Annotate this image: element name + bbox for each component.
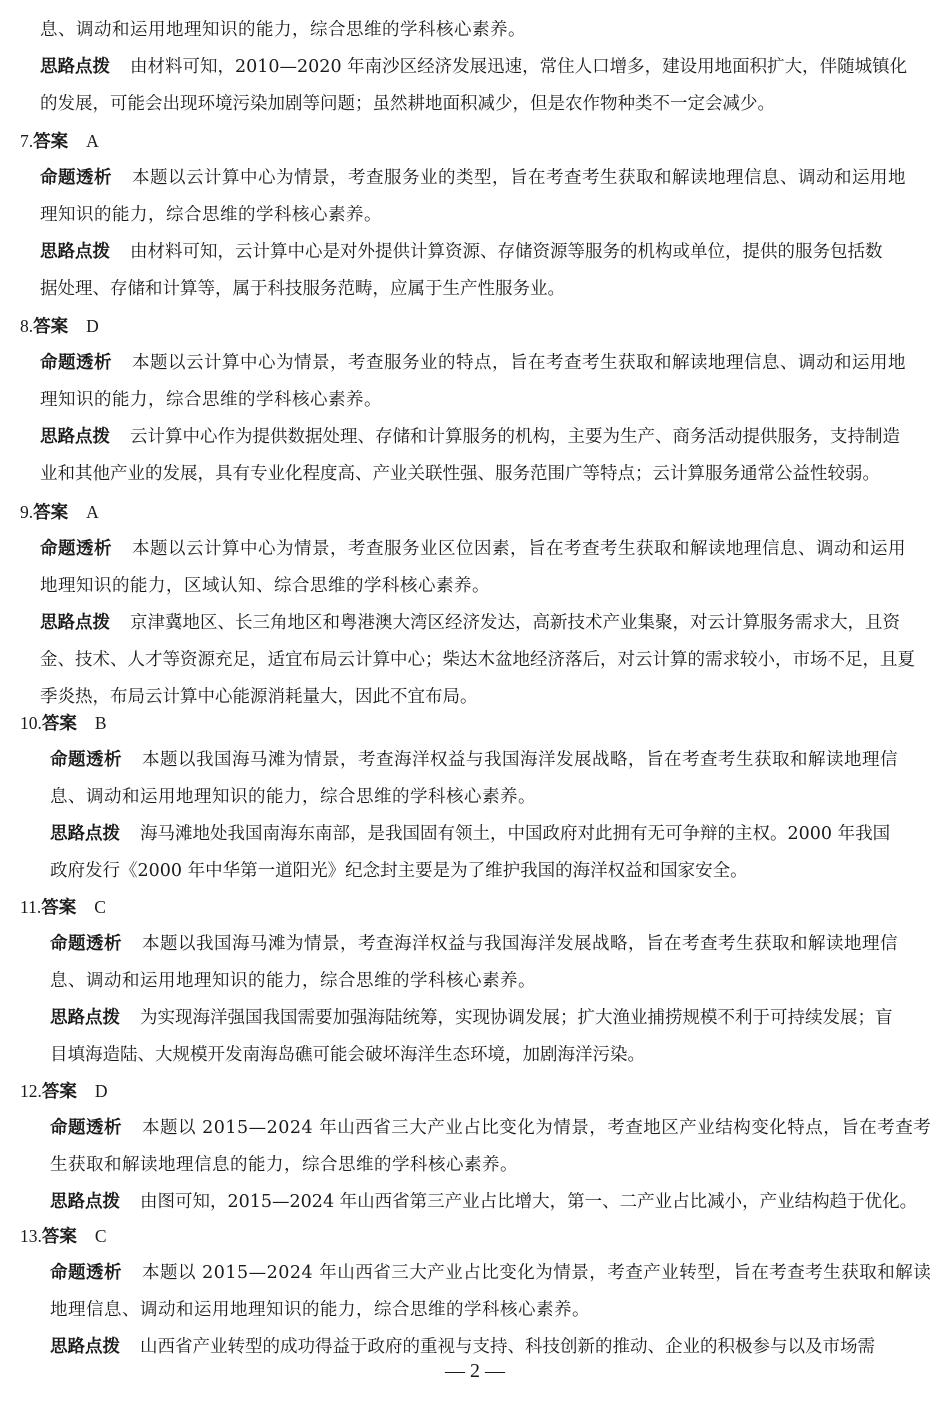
analysis-text: 本题以云计算中心为情景，考查服务业区位因素，旨在考查考生获取和解读地理信息、调动和运用 (132, 539, 906, 559)
question-12-analysis-cont (50, 1147, 518, 1184)
question-number: 7. (20, 131, 34, 151)
question-7-answer (20, 123, 99, 160)
answer-label: 答案 (41, 1082, 77, 1102)
analysis-text: 理知识的能力，综合思维的学科核心素养。 (40, 205, 382, 225)
answer-label: 答案 (41, 898, 77, 918)
question-8-hint (40, 419, 900, 456)
hint-text: 由材料可知，云计算中心是对外提供计算资源、存储资源等服务的机构或单位，提供的服务包括数 (130, 242, 883, 262)
question-12-answer (20, 1073, 108, 1110)
question-10-analysis-cont (50, 779, 536, 816)
hint-text: 政府发行《2000 年中华第一道阳光》纪念封主要是为了维护我国的海洋权益和国家安全。 (50, 861, 748, 881)
question-10-hint (50, 816, 890, 853)
answer-label: 答案 (41, 714, 77, 734)
hint-text: 据处理、存储和计算等，属于科技服务范畴，应属于生产性服务业。 (40, 279, 565, 299)
question-13-analysis (50, 1255, 931, 1292)
carryover-analysis-line (40, 12, 526, 49)
text: 息、调动和运用地理知识的能力，综合思维的学科核心素养。 (40, 20, 526, 40)
question-7-analysis-cont (40, 197, 382, 234)
question-9-hint-cont (40, 642, 915, 679)
carryover-hint-line (40, 49, 907, 86)
question-7-hint (40, 234, 883, 271)
analysis-text: 生获取和解读地理信息的能力，综合思维的学科核心素养。 (50, 1155, 518, 1175)
analysis-label: 命题透析 (50, 934, 122, 954)
question-12-hint (50, 1184, 917, 1221)
hint-label: 思路点拨 (50, 1337, 120, 1357)
hint-text: 山西省产业转型的成功得益于政府的重视与支持、科技创新的推动、企业的积极参与以及市场需 (140, 1337, 875, 1357)
analysis-label: 命题透析 (40, 353, 112, 373)
hint-label: 思路点拨 (50, 824, 120, 844)
analysis-label: 命题透析 (50, 1118, 122, 1138)
hint-text: 金、技术、人才等资源充足，适宜布局云计算中心；柴达木盆地经济落后，对云计算的需求较小，市场不足，且夏 (40, 650, 915, 670)
answer-value: C (94, 1226, 107, 1246)
answer-value: A (86, 502, 99, 522)
hint-text: 季炎热，布局云计算中心能源消耗量大，因此不宜布局。 (40, 687, 478, 707)
question-8-answer (20, 308, 99, 345)
answer-value: D (86, 316, 99, 336)
question-10-analysis (50, 742, 898, 779)
answer-value: D (94, 1081, 108, 1101)
question-9-answer (20, 494, 99, 531)
question-13-answer (20, 1218, 107, 1255)
answer-label: 答案 (33, 317, 69, 337)
question-7-hint-cont (40, 271, 565, 308)
question-9-hint (40, 605, 900, 642)
question-number: 12. (20, 1081, 42, 1101)
question-number: 13. (20, 1226, 42, 1246)
analysis-text: 本题以云计算中心为情景，考查服务业的类型，旨在考查考生获取和解读地理信息、调动和运用地 (132, 168, 906, 188)
question-number: 11. (20, 897, 42, 917)
page-number: — 2 — (445, 1360, 505, 1382)
question-11-hint-cont (50, 1037, 645, 1074)
hint-text: 京津冀地区、长三角地区和粤港澳大湾区经济发达，高新技术产业集聚，对云计算服务需求大，且资 (130, 613, 900, 633)
answer-label: 答案 (33, 132, 69, 152)
analysis-text: 息、调动和运用地理知识的能力，综合思维的学科核心素养。 (50, 787, 536, 807)
analysis-label: 命题透析 (50, 1263, 122, 1283)
answer-value: B (94, 713, 107, 733)
hint-text: 由图可知，2015—2024 年山西省第三产业占比增大，第一、二产业占比减小，产业结构趋于优化。 (140, 1192, 918, 1212)
question-number: 10. (20, 713, 42, 733)
question-number: 8. (20, 316, 34, 336)
question-11-answer (20, 889, 106, 926)
question-8-analysis (40, 345, 906, 382)
hint-label: 思路点拨 (40, 427, 110, 447)
question-10-answer (20, 705, 107, 742)
carryover-hint-line (40, 86, 775, 123)
hint-label: 思路点拨 (50, 1008, 120, 1028)
question-8-analysis-cont (40, 382, 382, 419)
hint-text: 目填海造陆、大规模开发南海岛礁可能会破坏海洋生态环境，加剧海洋污染。 (50, 1045, 645, 1065)
question-11-hint (50, 1000, 893, 1037)
answer-value: A (86, 131, 99, 151)
hint-text: 为实现海洋强国我国需要加强海陆统筹，实现协调发展；扩大渔业捕捞规模不利于可持续发展；盲 (140, 1008, 893, 1028)
hint-text: 由材料可知，2010—2020 年南沙区经济发展迅速，常住人口增多，建设用地面积扩大，伴随城镇化 (130, 57, 908, 77)
question-7-analysis (40, 160, 906, 197)
question-number: 9. (20, 502, 34, 522)
question-12-analysis (50, 1110, 931, 1147)
analysis-text: 本题以我国海马滩为情景，考查海洋权益与我国海洋发展战略，旨在考查考生获取和解读地理信 (142, 750, 898, 770)
question-11-analysis-cont (50, 963, 536, 1000)
analysis-text: 息、调动和运用地理知识的能力，综合思维的学科核心素养。 (50, 971, 536, 991)
hint-text: 的发展，可能会出现环境污染加剧等问题；虽然耕地面积减少，但是农作物种类不一定会减少。 (40, 94, 775, 114)
analysis-label: 命题透析 (40, 539, 112, 559)
question-11-analysis (50, 926, 898, 963)
hint-label: 思路点拨 (40, 242, 110, 262)
hint-label: 思路点拨 (50, 1192, 120, 1212)
analysis-text: 地理知识的能力，区域认知、综合思维的学科核心素养。 (40, 576, 490, 596)
question-13-analysis-cont (50, 1292, 590, 1329)
question-10-hint-cont (50, 853, 748, 890)
analysis-text: 地理信息、调动和运用地理知识的能力，综合思维的学科核心素养。 (50, 1300, 590, 1320)
question-8-hint-cont (40, 456, 880, 493)
analysis-text: 本题以 2015—2024 年山西省三大产业占比变化为情景，考查地区产业结构变化特点，旨在考查考 (142, 1118, 932, 1138)
question-9-analysis-cont (40, 568, 490, 605)
analysis-text: 本题以 2015—2024 年山西省三大产业占比变化为情景，考查产业转型，旨在考查考生获取和解读 (142, 1263, 932, 1283)
analysis-label: 命题透析 (50, 750, 122, 770)
hint-text: 云计算中心作为提供数据处理、存储和计算服务的机构，主要为生产、商务活动提供服务，支持制造 (130, 427, 900, 447)
hint-label: 思路点拨 (40, 613, 110, 633)
analysis-text: 本题以云计算中心为情景，考查服务业的特点，旨在考查考生获取和解读地理信息、调动和运用地 (132, 353, 906, 373)
answer-label: 答案 (33, 503, 69, 523)
analysis-text: 理知识的能力，综合思维的学科核心素养。 (40, 390, 382, 410)
hint-text: 业和其他产业的发展，具有专业化程度高、产业关联性强、服务范围广等特点；云计算服务通常公益性较弱。 (40, 464, 880, 484)
analysis-text: 本题以我国海马滩为情景，考查海洋权益与我国海洋发展战略，旨在考查考生获取和解读地理信 (142, 934, 898, 954)
question-9-analysis (40, 531, 906, 568)
hint-text: 海马滩地处我国南海东南部，是我国固有领土，中国政府对此拥有无可争辩的主权。2000 年我国 (140, 824, 891, 844)
hint-label: 思路点拨 (40, 57, 110, 77)
analysis-label: 命题透析 (40, 168, 112, 188)
answer-label: 答案 (41, 1227, 77, 1247)
answer-value: C (94, 897, 106, 917)
